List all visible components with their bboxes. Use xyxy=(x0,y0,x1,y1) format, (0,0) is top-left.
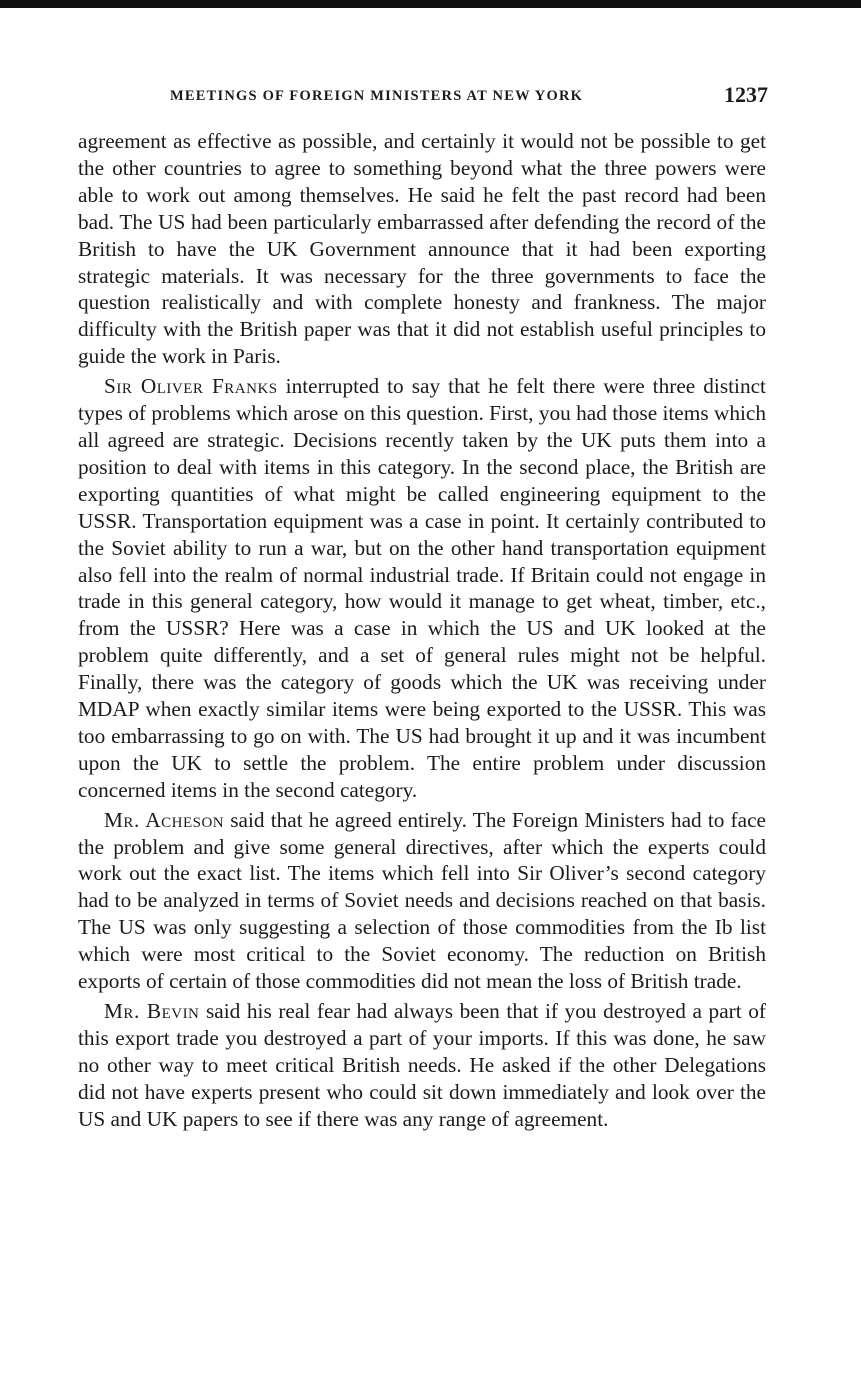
body-text xyxy=(78,128,766,1136)
paragraph-text: agreement as effective as possible, and certainly it would not be possible to get the other countries to agree to something beyond what the three powers were able to work out among themselves. He said he felt the past record had been bad. The US had been particularly embarrassed after defending the record of the British to have the UK Government announce that it had been exporting strategic materials. It was necessary for the three governments to face the question realistically and with complete honesty and frankness. The major difficulty with the British paper was that it did not establish useful principles to guide the work in Paris. xyxy=(78,129,766,369)
paragraph-3 xyxy=(78,807,766,995)
paragraph-1 xyxy=(78,128,766,370)
speaker-name: Mr. Acheson xyxy=(104,807,225,832)
paragraph-text: interrupted to say that he felt there were three distinct types of problems which arose on this question. First, you had those items which all agreed are strategic. Decisions recently taken by the UK puts them into a position to deal with items in this category. In the second place, the British are exporting quantities of what might be called engineering equipment to the USSR. Transportation equipment was a case in point. It certainly contributed to the Soviet ability to run a war, but on the other hand transportation equipment also fell into the realm of normal industrial trade. If Britain could not engage in trade in this general category, how would it manage to get wheat, timber, etc., from the USSR? Here was a case in which the US and UK looked at the problem quite differently, and a set of general rules might not be helpful. Finally, there was the category of goods which the UK was receiving under MDAP when exactly similar items were being exported to the USSR. This was too embarrassing to go on with. The US had brought it up and it was incumbent upon the UK to settle the problem. The entire problem under discussion concerned items in the second category. xyxy=(78,374,766,802)
speaker-name: Mr. Bevin xyxy=(104,999,200,1023)
paragraph-text: said his real fear had always been that if you destroyed a part of this export trade you destroyed a part of your imports. If this was done, he saw no other way to meet critical British needs. He asked if the other Delegations did not have experts present who could sit down immediately and look over the US and UK papers to see if there was any range of agreement. xyxy=(78,999,766,1131)
running-title: MEETINGS OF FOREIGN MINISTERS AT NEW YORK xyxy=(170,88,584,104)
speaker-name: Sir Oliver Franks xyxy=(104,374,278,399)
running-head xyxy=(170,82,770,112)
page-number: 1237 xyxy=(724,82,768,107)
paragraph-4 xyxy=(78,998,766,1133)
paragraph-2 xyxy=(78,373,766,804)
paragraph-text: said that he agreed entirely. The Foreign Ministers had to face the problem and give some general directives, after which the experts could work out the exact list. The items which fell into Sir Oliver’s second category had to be analyzed in terms of Soviet needs and decisions reached on that basis. The US was only suggesting a selection of those commodities from the Ib list which were most critical to the Soviet economy. The reduction on British exports of certain of those commodities did not mean the loss of British trade. xyxy=(78,807,766,994)
